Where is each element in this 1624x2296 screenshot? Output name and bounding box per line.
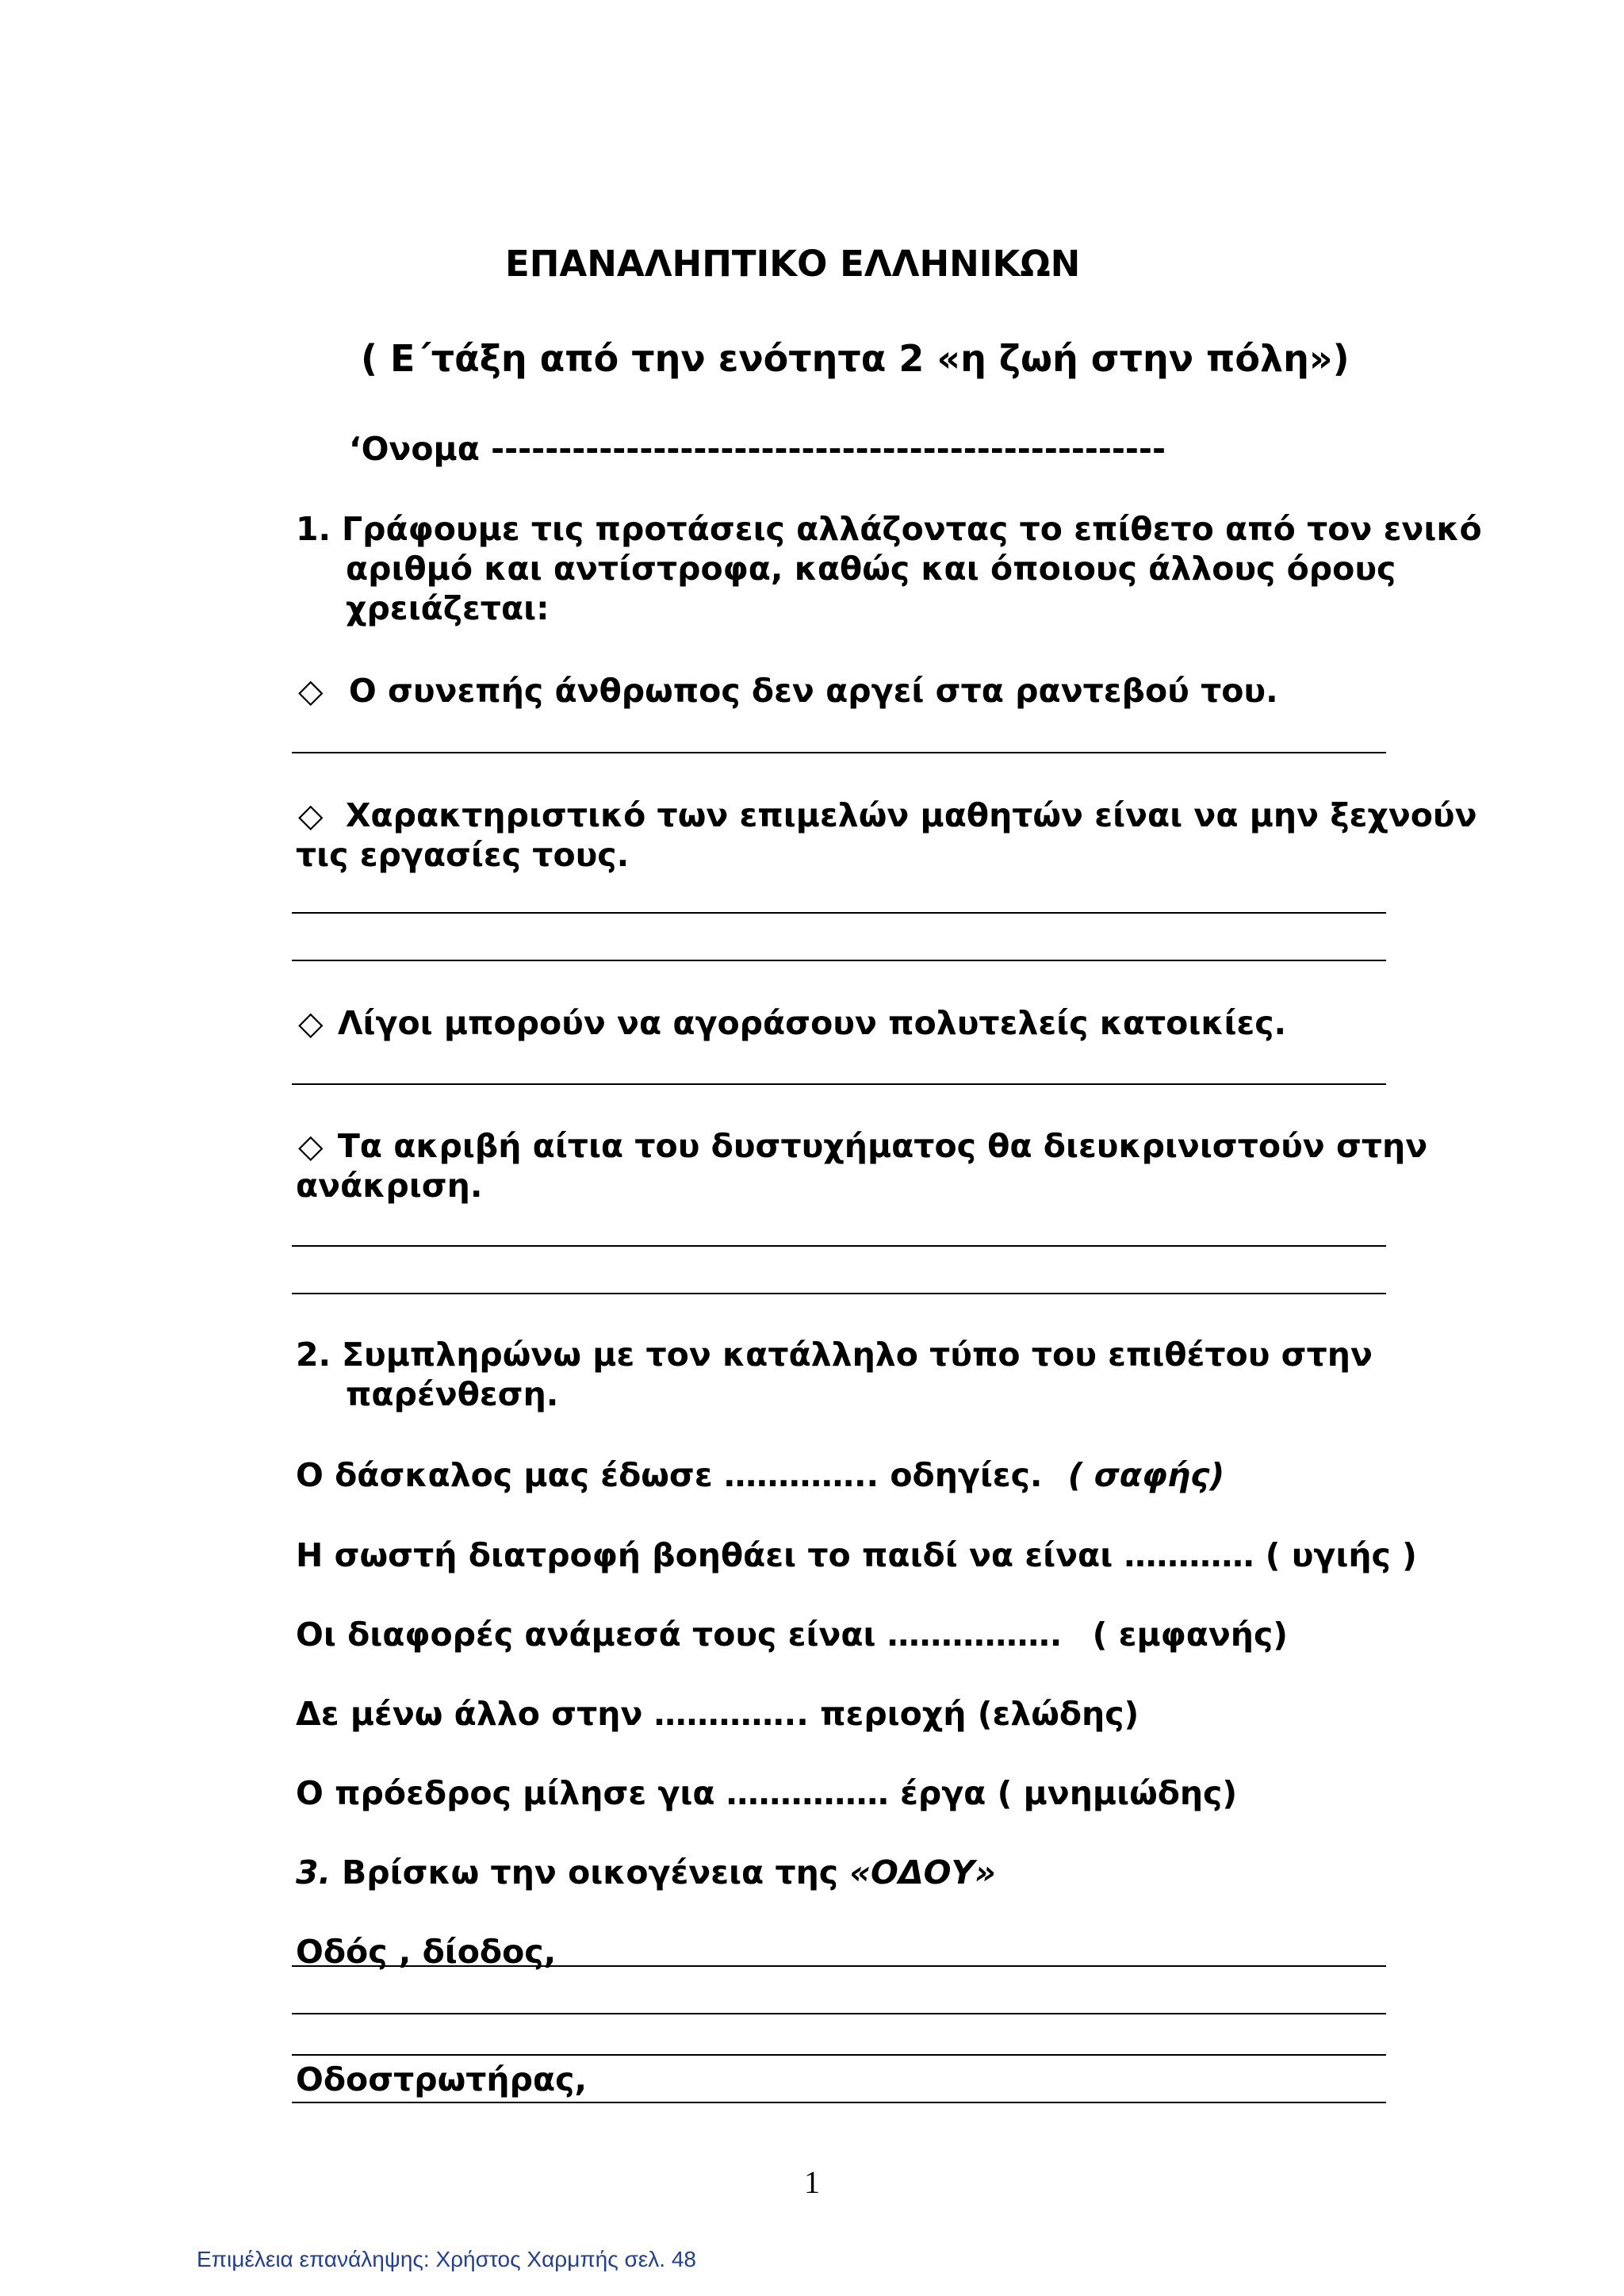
answer-line[interactable]: [292, 752, 1386, 753]
question-2-line-2: παρένθεση.: [346, 1375, 559, 1413]
question-2-number: 2.: [296, 1336, 331, 1374]
sentence-4: [298, 1126, 1427, 1166]
diamond-bullet-icon: ◇: [298, 672, 324, 710]
question-2-text: Συμπληρώνω με τον κατάλληλο τύπο του επιθέτου στην: [342, 1336, 1373, 1374]
fill-sentence-3-hint: ( εμφανής): [1092, 1616, 1289, 1654]
sentence-3-text: Λίγοι μπορούν να αγοράσουν πολυτελείς κατοικίες.: [337, 1004, 1287, 1042]
name-field: ‘Ονομα --------------------------------------------------: [349, 430, 1166, 468]
question-1-line-3: χρειάζεται:: [346, 589, 550, 627]
page-subtitle: ( Ε΄τάξη από την ενότητα 2 «η ζωή στην πόλη»): [361, 337, 1350, 380]
answer-line[interactable]: [292, 960, 1386, 961]
question-1-line-2: αριθμό και αντίστροφα, καθώς και όποιους άλλους όρους: [346, 550, 1396, 588]
footer-credit: Επιμέλεια επανάληψης: Χρήστος Χαρμπής σελ. 48: [197, 2247, 696, 2271]
question-3-number: 3.: [296, 1853, 331, 1892]
fill-sentence-3-text: Οι διαφορές ανάμεσά τους είναι …………….: [296, 1616, 1063, 1654]
fill-sentence-1-text: Ο δάσκαλος μας έδωσε ………….. οδηγίες.: [296, 1456, 1043, 1494]
sentence-2-text: Χαρακτηριστικό των επιμελών μαθητών είναι να μην ξεχνούν: [345, 796, 1477, 834]
answer-line[interactable]: [292, 2102, 1386, 2103]
page-title: ΕΠΑΝΑΛΗΠΤΙΚΟ ΕΛΛΗΝΙΚΩΝ: [505, 243, 1081, 285]
sentence-2-continued: τις εργασίες τους.: [296, 836, 630, 874]
question-1-number: 1.: [296, 510, 331, 548]
question-3-word: «ΟΔΟΥ»: [849, 1853, 996, 1892]
fill-sentence-4: Δε μένω άλλο στην ………….. περιοχή (ελώδης): [296, 1695, 1139, 1733]
sentence-2: [298, 795, 1477, 835]
sentence-1: [298, 671, 1278, 711]
question-3: [296, 1853, 996, 1892]
answer-line[interactable]: [292, 2054, 1386, 2056]
answer-line[interactable]: [292, 912, 1386, 914]
diamond-bullet-icon: ◇: [298, 1004, 324, 1042]
question-2-line-1: [296, 1335, 1373, 1374]
answer-line[interactable]: [292, 1293, 1386, 1294]
question-3-text: Βρίσκω την οικογένεια της: [342, 1853, 850, 1892]
answer-line[interactable]: [292, 1965, 1386, 1967]
page-number: 1: [804, 2164, 820, 2200]
sentence-1-text: Ο συνεπής άνθρωπος δεν αργεί στα ραντεβού του.: [348, 672, 1278, 710]
answer-line[interactable]: [292, 2013, 1386, 2014]
answer-line[interactable]: [292, 1245, 1386, 1247]
word-family-row-2: Οδοστρωτήρας,: [296, 2060, 588, 2099]
fill-sentence-5: Ο πρόεδρος μίλησε για …………… έργα ( μνημιώδης): [296, 1774, 1238, 1812]
fill-sentence-3: [296, 1615, 1288, 1654]
question-1-line-1: [296, 509, 1482, 549]
word-family-row-1: Οδός , δίοδος,: [296, 1933, 557, 1971]
sentence-4-text: Τα ακριβή αίτια του δυστυχήματος θα διευκρινιστούν στην: [337, 1127, 1428, 1165]
fill-sentence-1-hint: ( σαφής): [1067, 1456, 1225, 1494]
question-1-text: Γράφουμε τις προτάσεις αλλάζοντας το επίθετο από τον ενικό: [342, 510, 1482, 548]
diamond-bullet-icon: ◇: [298, 796, 324, 834]
fill-sentence-2: Η σωστή διατροφή βοηθάει το παιδί να είναι ………… ( υγιής ): [296, 1536, 1417, 1574]
sentence-3: [298, 1003, 1286, 1043]
fill-sentence-1: [296, 1455, 1224, 1495]
sentence-4-continued: ανάκριση.: [296, 1167, 483, 1205]
diamond-bullet-icon: ◇: [298, 1127, 324, 1165]
answer-line[interactable]: [292, 1083, 1386, 1085]
